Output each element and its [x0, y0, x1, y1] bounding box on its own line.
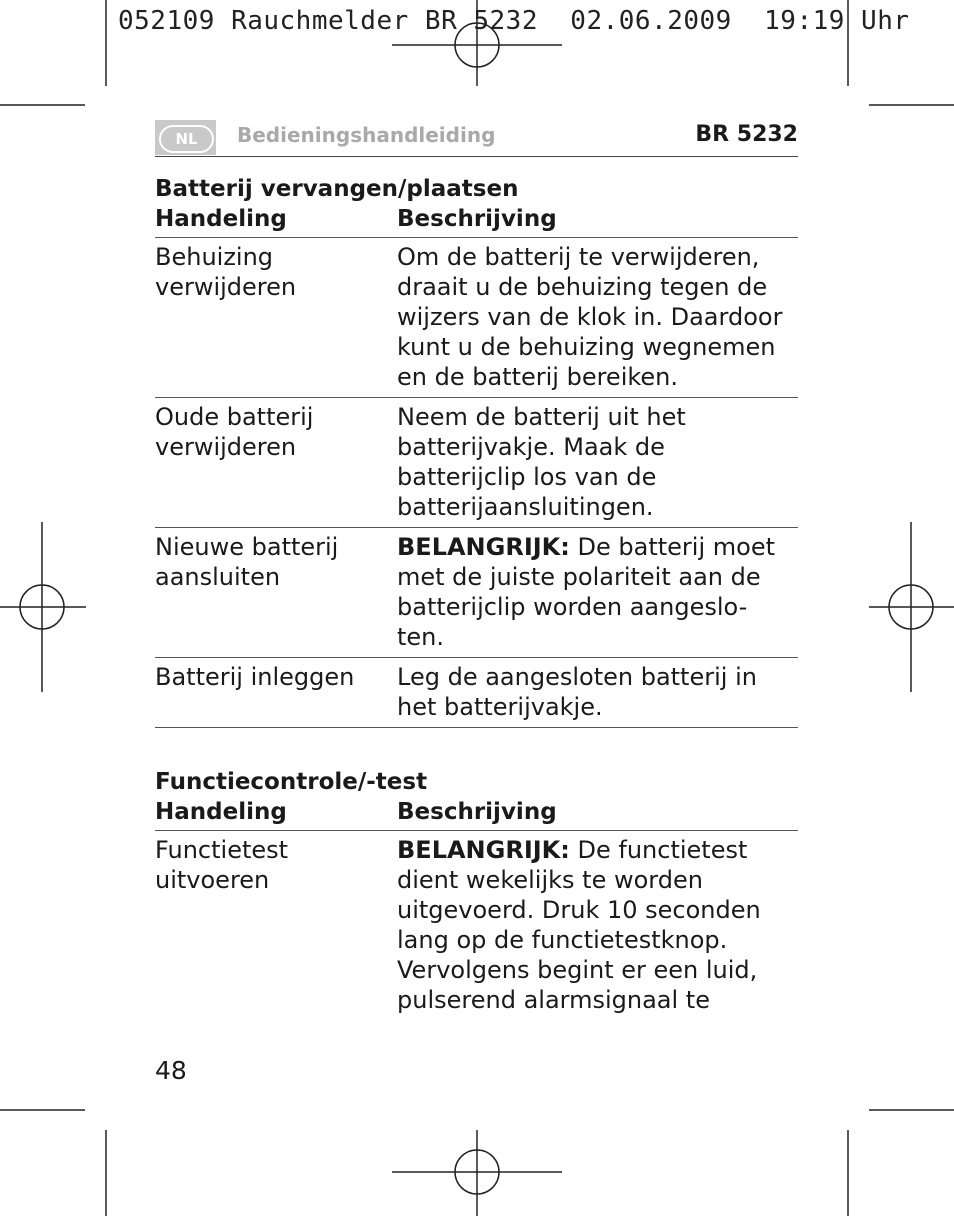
row-description	[397, 532, 798, 652]
print-slug-line: 052109 Rauchmelder BR 5232 02.06.2009 19:19 Uhr	[118, 6, 910, 36]
row-description	[397, 835, 798, 1015]
row-description-text: Om de batterij te verwijderen, draait u de behuizing tegen de wijzers van de klok in. Daardoor kunt u de behuizing wegnemen en de batterij bereiken.	[397, 243, 783, 391]
column-header-action: Handeling	[155, 206, 287, 232]
column-header-description: Beschrijving	[397, 206, 557, 232]
row-action: Oude batterij verwijderen	[155, 403, 314, 461]
table-header	[155, 797, 798, 831]
row-description	[397, 402, 798, 522]
row-action: Behuizing verwijderen	[155, 243, 297, 301]
row-description	[397, 662, 798, 722]
row-action: Nieuwe batterij aansluiten	[155, 533, 339, 591]
table-row	[155, 398, 798, 528]
table-row	[155, 528, 798, 658]
language-tab	[155, 120, 216, 155]
table-row	[155, 238, 798, 398]
important-label: BELANGRIJK:	[397, 533, 570, 561]
column-header-description: Beschrijving	[397, 799, 557, 825]
function-test-section	[155, 767, 798, 1020]
important-label: BELANGRIJK:	[397, 836, 570, 864]
battery-section	[155, 174, 798, 728]
row-description-text: De functietest dient wekelijks te worden uitgevoerd. Druk 10 seconden lang op de functietestknop. Vervolgens begint er een luid, pulserend alarmsignaal te	[397, 836, 761, 1014]
language-badge: NL	[159, 125, 214, 153]
row-description	[397, 242, 798, 392]
table-header	[155, 204, 798, 238]
page-header	[155, 120, 798, 157]
section-title: Batterij vervangen/plaatsen	[155, 176, 519, 202]
row-description-text: De batterij moet met de juiste polariteit aan de batterijclip worden aangeslo- ten.	[397, 533, 775, 651]
row-description-text: Neem de batterij uit het batterijvakje. Maak de batterijclip los van de batterijaansluitingen.	[397, 403, 686, 521]
row-description-text: Leg de aangesloten batterij in het batterijvakje.	[397, 663, 757, 721]
row-action: Functietest uitvoeren	[155, 836, 289, 894]
table-row	[155, 658, 798, 728]
table-row	[155, 831, 798, 1020]
column-header-action: Handeling	[155, 799, 287, 825]
manual-title: Bedieningshandleiding	[237, 123, 496, 147]
page-number: 48	[155, 1056, 187, 1085]
row-action: Batterij inleggen	[155, 663, 355, 691]
model-number: BR 5232	[695, 122, 798, 147]
section-title: Functiecontrole/-test	[155, 769, 428, 795]
